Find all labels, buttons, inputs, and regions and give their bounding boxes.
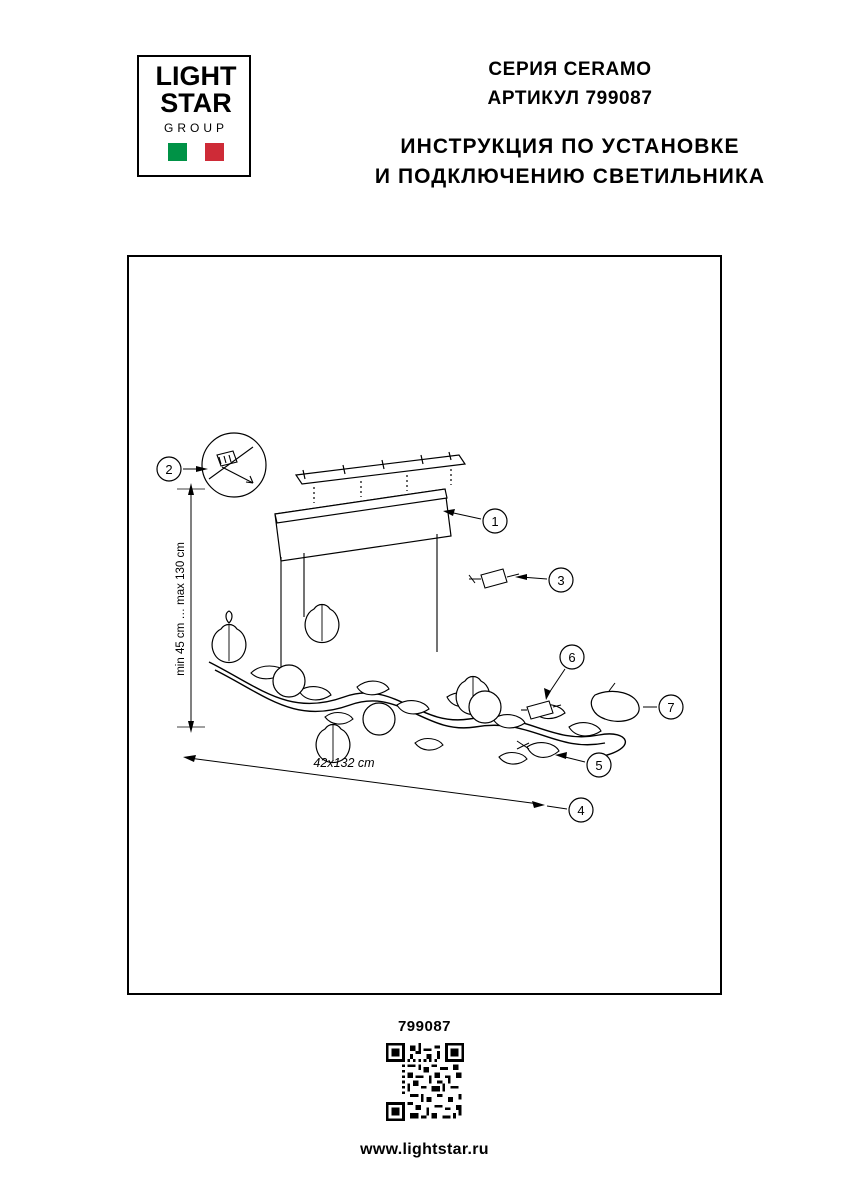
callout-1-number: 1 (491, 514, 499, 529)
callout-7-number: 7 (667, 700, 675, 715)
logo-line-2: STAR (160, 88, 232, 118)
callout-5 (587, 753, 611, 777)
logo-line-1: LIGHT (155, 61, 237, 91)
callout-6-leader (544, 669, 565, 700)
height-dimension-label: min 45 cm … max 130 cm (175, 542, 187, 676)
callout-7 (659, 695, 683, 719)
callout-1 (483, 509, 507, 533)
terminal-connector (469, 569, 519, 588)
screw-detail-circle (202, 433, 266, 497)
italy-flag-icon (168, 143, 224, 161)
callout-5-leader (555, 752, 585, 762)
callout-6 (560, 645, 584, 669)
callout-3-number: 3 (557, 573, 565, 588)
callout-5-number: 5 (595, 758, 603, 773)
qr-code (386, 1043, 464, 1121)
callout-3-leader (515, 574, 547, 580)
callout-2 (157, 457, 181, 481)
width-dimension-label: 42x132 cm (313, 756, 375, 770)
callout-6-number: 6 (568, 650, 576, 665)
callout-4 (569, 798, 593, 822)
website-url: www.lightstar.ru (360, 1141, 489, 1158)
callout-2-number: 2 (165, 462, 173, 477)
lamp-body-bar (275, 489, 451, 561)
title-block (300, 55, 840, 192)
installation-diagram (129, 257, 724, 997)
flower-shades (212, 605, 490, 763)
series-label: СЕРИЯ CERAMO (488, 59, 652, 80)
instruction-line-1: ИНСТРУКЦИЯ ПО УСТАНОВКЕ (400, 135, 740, 158)
callout-3 (549, 568, 573, 592)
callout-4-leader (547, 806, 567, 809)
logo-group-label: GROUP (163, 121, 228, 135)
ceiling-bar (296, 452, 465, 484)
instruction-line-2: И ПОДКЛЮЧЕНИЮ СВЕТИЛЬНИКА (374, 165, 766, 188)
logo-wordmark (139, 63, 253, 117)
article-label: АРТИКУЛ 799087 (487, 88, 653, 109)
suspension-wires (281, 534, 437, 670)
document-header (0, 55, 849, 200)
callout-4-number: 4 (577, 803, 585, 818)
end-cap (591, 683, 639, 721)
logo (137, 55, 251, 177)
footer-article-code: 799087 (397, 1018, 452, 1035)
diagram-frame (127, 255, 722, 995)
